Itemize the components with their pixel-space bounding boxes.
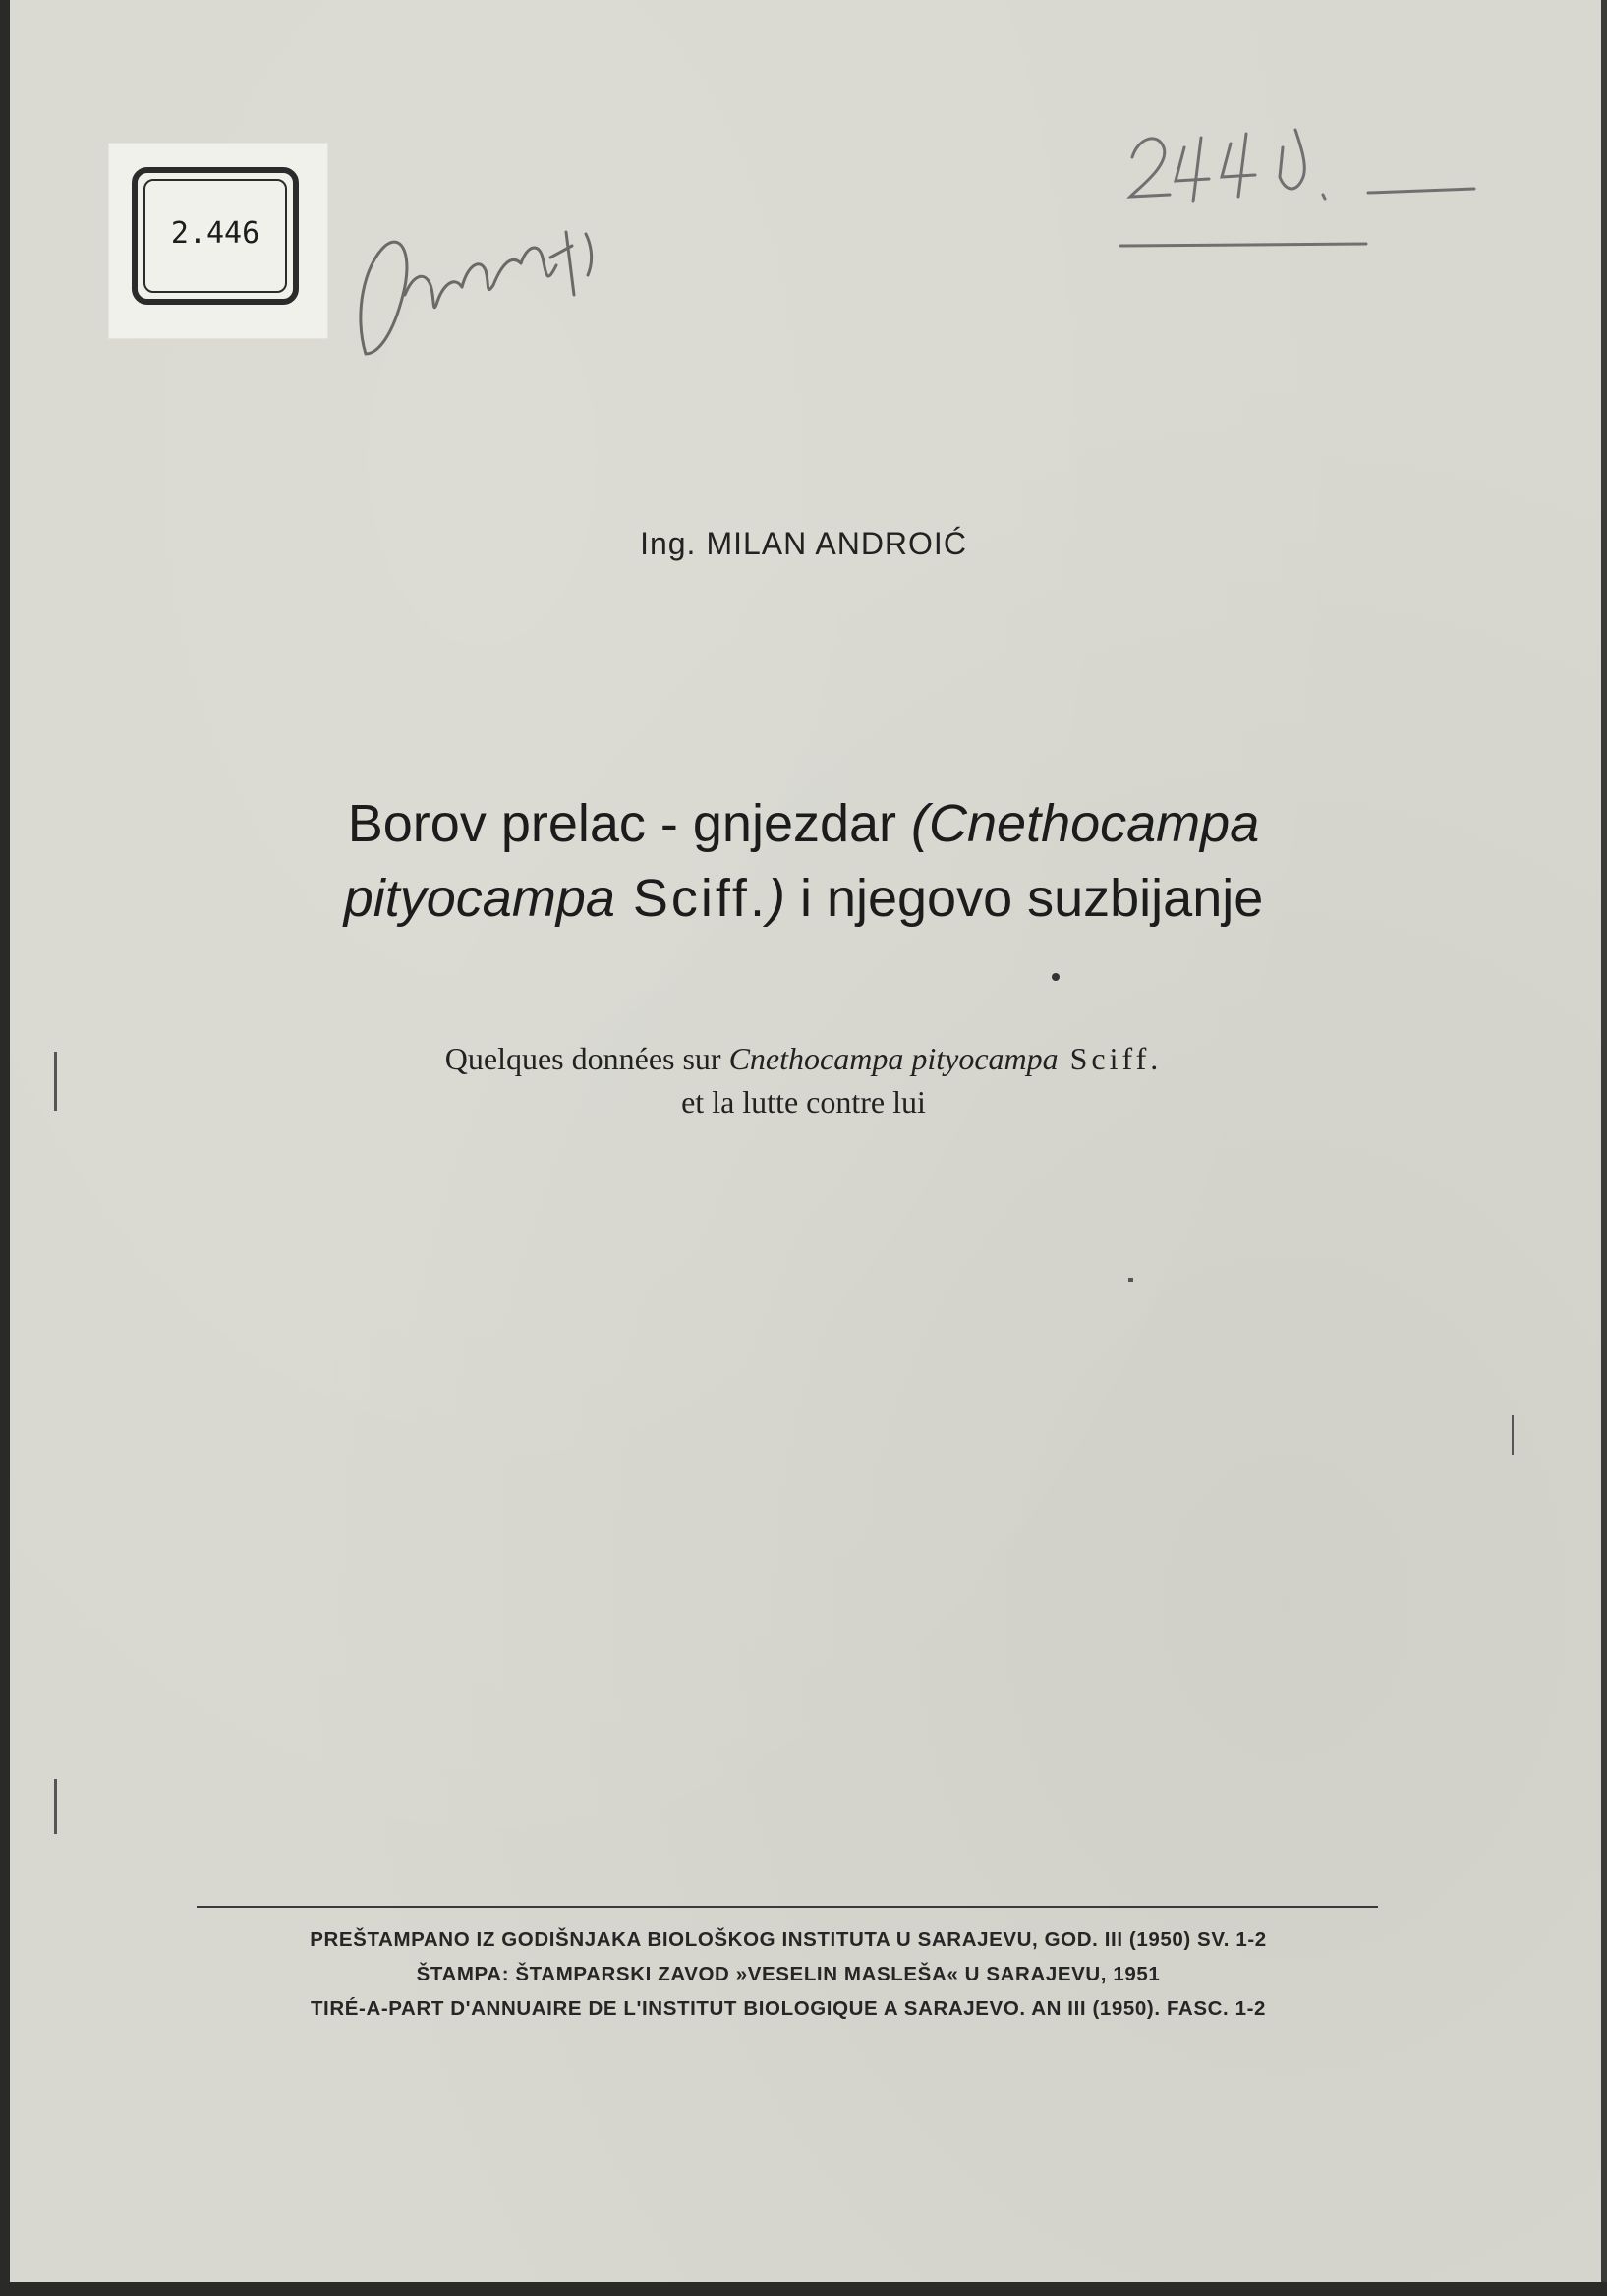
stamp-number: 2.446 bbox=[170, 216, 260, 251]
title-text-end: i njegovo suzbijanje bbox=[784, 869, 1264, 928]
subtitle-line-2: et la lutte contre lui bbox=[681, 1084, 926, 1119]
title-line-1 bbox=[0, 786, 1607, 861]
author-line bbox=[0, 526, 1607, 562]
title-line-2 bbox=[0, 861, 1607, 936]
footer-divider bbox=[197, 1906, 1378, 1908]
french-subtitle bbox=[0, 1037, 1607, 1123]
publication-footer bbox=[193, 1923, 1384, 2026]
paper-mark bbox=[1512, 1415, 1514, 1455]
paper-speck bbox=[1052, 973, 1060, 981]
title-closing-paren: ) bbox=[767, 869, 785, 928]
pencil-signature bbox=[361, 232, 592, 354]
footer-line-printer: ŠTAMPA: ŠTAMPARSKI ZAVOD »VESELIN MASLEŠA« U SARAJEVU, 1951 bbox=[416, 1963, 1161, 1985]
title-text: Borov prelac - gnjezdar bbox=[347, 794, 912, 853]
paper-mark bbox=[54, 1779, 57, 1834]
subtitle-line-1 bbox=[0, 1037, 1607, 1080]
subtitle-species-italic: Cnethocampa pityocampa bbox=[728, 1041, 1059, 1076]
pencil-shelf-mark bbox=[1120, 130, 1474, 246]
stamp-frame bbox=[132, 167, 299, 305]
scan-border-right bbox=[1601, 0, 1607, 2296]
footer-line-tire-a-part: TIRÉ-A-PART D'ANNUAIRE DE L'INSTITUT BIOLOGIQUE A SARAJEVO. AN III (1950). FASC. 1-2 bbox=[310, 1997, 1267, 2020]
author-name: MILAN ANDROIĆ bbox=[706, 526, 967, 561]
title-species-italic: (Cnethocampa bbox=[911, 794, 1260, 853]
author-prefix: Ing. bbox=[640, 526, 697, 561]
subtitle-author-abbrev: Sciff. bbox=[1058, 1041, 1163, 1076]
title-species-epithet: pityocampa bbox=[343, 869, 615, 928]
subtitle-text: Quelques données sur bbox=[444, 1041, 729, 1076]
title-author-abbrev: Sciff. bbox=[614, 869, 768, 928]
footer-line-reprint: PREŠTAMPANO IZ GODIŠNJAKA BIOLOŠKOG INSTITUTA U SARAJEVU, GOD. III (1950) SV. 1-2 bbox=[310, 1928, 1267, 1951]
paper-speck bbox=[1128, 1278, 1133, 1282]
scan-border-bottom bbox=[0, 2282, 1607, 2296]
paper-mark bbox=[54, 1052, 57, 1111]
document-title bbox=[0, 786, 1607, 936]
scan-border-left bbox=[0, 0, 10, 2296]
catalogue-stamp bbox=[109, 144, 327, 338]
